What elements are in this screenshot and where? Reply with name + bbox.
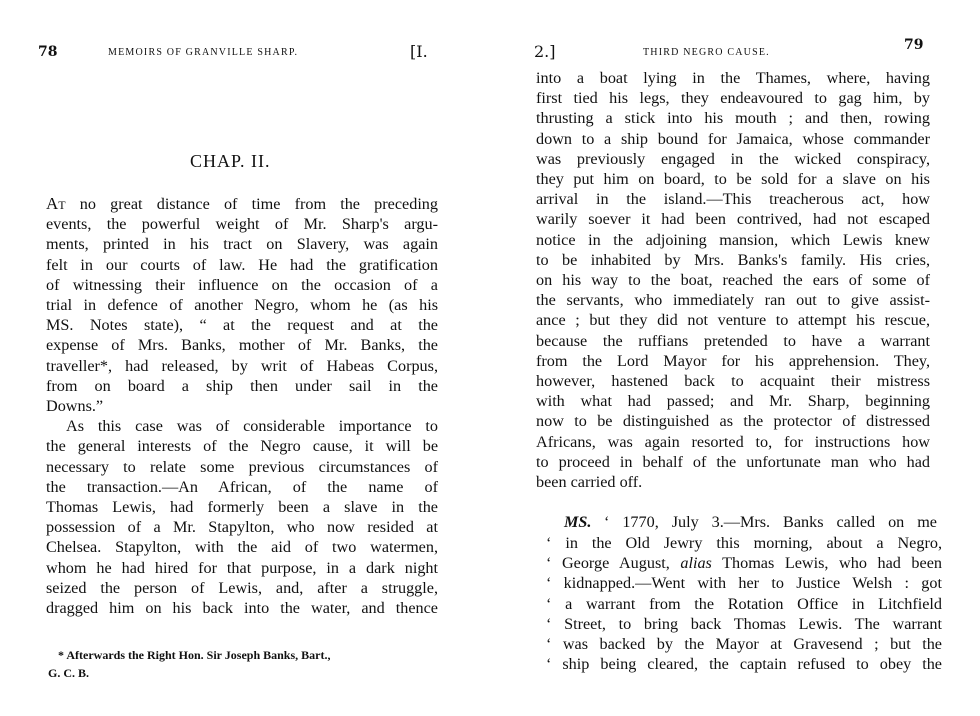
text-line: to be inhabited by Mrs. Banks's family. His cries, (536, 250, 930, 269)
running-head: THIRD NEGRO CAUSE. (643, 47, 770, 58)
text-line: the general interests of the Negro cause, it will be (46, 437, 438, 456)
text-line: was previously engaged in the wicked conspiracy, (536, 149, 930, 168)
text-line: Africans, was again resorted to, for instructions how (536, 432, 930, 451)
section-mark: [I. (410, 42, 428, 61)
text-line: however, hastened back to acquaint their mistress (536, 372, 930, 390)
text-line: they put him on board, to be sold for a slave on his (536, 170, 930, 188)
text-line: events, the powerful weight of Mr. Sharp's argu- (46, 215, 438, 234)
text-line: seized the person of Lewis, and, after a struggle, (46, 578, 438, 597)
text-line: trial in defence of another Negro, whom he (as his (46, 296, 438, 314)
text-line: dragged him on his back into the water, and thence (46, 599, 438, 617)
text-line: ‘ kidnapped.—Went with her to Justice Welsh : got (546, 574, 942, 593)
text-line: Downs.” (46, 397, 104, 415)
text-line: the servants, who immediately ran out to give assist- (536, 291, 930, 310)
running-head: MEMOIRS OF GRANVILLE SHARP. (108, 47, 299, 58)
text-line: thrusting a stick into his mouth ; and then, rowing (536, 109, 930, 128)
text-line: ‘ ship being cleared, the captain refused to obey the (546, 655, 942, 674)
footnote-continued: G. C. B. (48, 666, 90, 680)
text-line: necessary to relate some previous circumstances of (46, 457, 438, 476)
text-line: from the Lord Mayor for his apprehension. They, (536, 351, 930, 370)
footnote: * Afterwards the Right Hon. Sir Joseph Banks, Bart., (58, 648, 331, 662)
text-line: into a boat lying in the Thames, where, having (536, 69, 930, 87)
text-line: ‘ a warrant from the Rotation Office in Litchfield (546, 594, 942, 613)
chapter-heading: CHAP. II. (190, 151, 271, 171)
text-line: the transaction.—An African, of the name of (46, 477, 438, 496)
text-line: Chelsea. Stapylton, with the aid of two watermen, (46, 538, 438, 557)
text-line: of witnessing their influence on the occasion of a (46, 275, 438, 294)
text-line: down to a ship bound for Jamaica, whose commander (536, 129, 930, 148)
text-line: been carried off. (536, 473, 643, 491)
text-line: Thomas Lewis, had formerly been a slave in the (46, 498, 438, 516)
text-line: ‘ in the Old Jewry this morning, about a Negro, (546, 534, 942, 552)
text-line: because the ruffians pretended to have a warrant (536, 331, 930, 350)
right-page (490, 0, 980, 716)
ms-label: MS. (564, 513, 592, 531)
text-line: ments, printed in his tract on Slavery, was again (46, 235, 438, 254)
text-line: ‘ was backed by the Mayor at Gravesend ; but the (546, 635, 942, 653)
text-line: now to be distinguished as the protector of distressed (536, 412, 930, 431)
text-line: ance ; but they did not venture to attempt his rescue, (536, 311, 930, 330)
text-line: arrival in the island.—This treacherous act, how (536, 190, 930, 209)
text-line: first tied his legs, they endeavoured to gag him, by (536, 89, 930, 108)
text-line: notice in the adjoining mansion, which Lewis knew (536, 230, 930, 249)
section-mark: 2.] (534, 42, 556, 61)
text-line: possession of a Mr. Stapylton, who now resided at (46, 518, 438, 537)
text-line: to proceed in behalf of the unfortunate man who had (536, 452, 930, 471)
text-line: ‘ Street, to bring back Thomas Lewis. The warrant (546, 614, 942, 633)
text-line: AT no great distance of time from the preceding (46, 194, 438, 213)
text-line: traveller*, had released, by writ of Habeas Corpus, (46, 356, 438, 375)
text-line: MS. Notes state), “ at the request and at the (46, 316, 438, 335)
text-line: expense of Mrs. Banks, mother of Mr. Banks, the (46, 336, 438, 355)
text-line: felt in our courts of law. He had the gratification (46, 255, 438, 274)
text-line: As this case was of considerable importance to (66, 417, 438, 436)
text-line: on his way to the boat, reached the ears of some of (536, 271, 930, 289)
page-number: 78 (38, 44, 58, 60)
text-line: ‘ George August, alias Thomas Lewis, who had been (546, 554, 942, 573)
text-line: whom he had hired for that purpose, in a dark night (46, 558, 438, 577)
text-line: with what had passed; and Mr. Sharp, beginning (536, 392, 930, 411)
ms-quote-line: ‘ 1770, July 3.—Mrs. Banks called on me (604, 513, 937, 531)
text-line: from on board a ship then under sail in the (46, 376, 438, 395)
page-number: 79 (904, 37, 924, 53)
text-line: warily soever it had been contrived, had not escaped (536, 210, 930, 229)
